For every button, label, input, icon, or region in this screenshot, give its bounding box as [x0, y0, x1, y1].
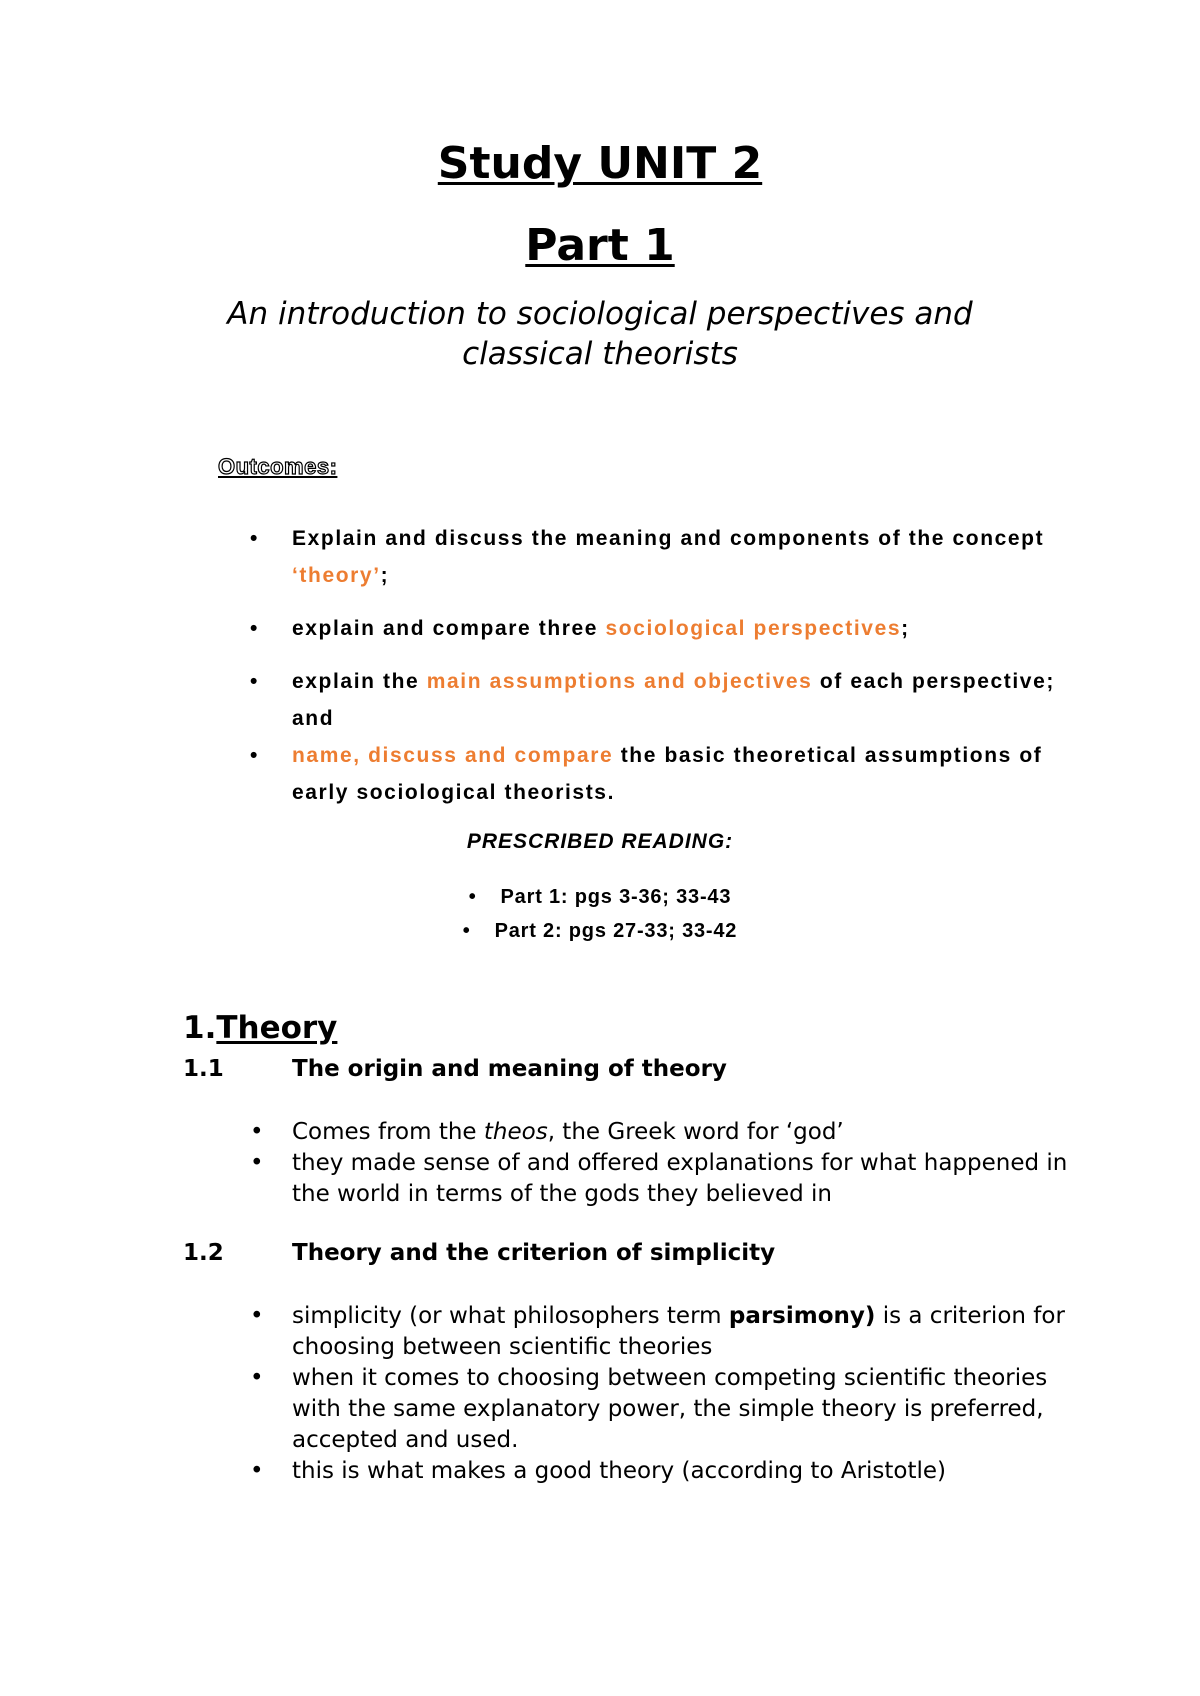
- subsection-heading: [183, 1240, 775, 1266]
- bullet-icon: •: [250, 1119, 264, 1145]
- outcome-text: Explain and discuss the meaning and components of the concept: [292, 527, 1045, 550]
- subtitle-line-1: An introduction to sociological perspectives and: [227, 296, 973, 332]
- list-item: [250, 610, 1090, 647]
- outcome-text: explain the: [292, 670, 427, 693]
- outcome-highlight: name, discuss and compare: [292, 744, 614, 767]
- bullet-icon: •: [250, 744, 258, 767]
- part-title: Part 1: [525, 220, 675, 271]
- list-item: [250, 663, 1090, 737]
- section-number: 1.: [183, 1010, 217, 1046]
- list-item: [250, 1148, 1080, 1210]
- outcome-text: explain and compare three: [292, 617, 606, 640]
- outcome-text-end: the basic theoretical assumptions of early sociological theorists.: [292, 744, 1043, 804]
- document-title: Study UNIT 2: [437, 138, 763, 189]
- list-item: [0, 914, 1200, 948]
- item-text-end: is a criterion for choosing between scientific theories: [292, 1303, 1065, 1360]
- reading-item: Part 1: pgs 3-36; 33-43: [500, 886, 732, 908]
- subsection-list: [250, 1117, 1080, 1210]
- document-subtitle: [150, 294, 1050, 374]
- list-item: [250, 1301, 1080, 1363]
- item-text-end: , the Greek word for ‘god’: [547, 1119, 844, 1145]
- item-text: they made sense of and offered explanations for what happened in the world in terms of the gods they believed in: [292, 1150, 1068, 1207]
- subsection-title: The origin and meaning of theory: [292, 1056, 727, 1082]
- bullet-icon: •: [250, 527, 258, 550]
- reading-item: Part 2: pgs 27-33; 33-42: [494, 920, 738, 942]
- item-text: Comes from the: [292, 1119, 484, 1145]
- subsection-number: 1.1: [183, 1056, 224, 1082]
- item-text: when it comes to choosing between competing scientific theories with the same explanatory power, the simple theory is preferred, accepted and used.: [292, 1365, 1048, 1453]
- list-item: [250, 520, 1090, 594]
- list-item: [250, 1363, 1080, 1456]
- list-item: [0, 880, 1200, 914]
- item-bold: parsimony): [728, 1303, 876, 1329]
- outcome-highlight: sociological perspectives: [605, 617, 902, 640]
- subsection-heading: [183, 1056, 727, 1082]
- subsection-title: Theory and the criterion of simplicity: [292, 1240, 776, 1266]
- bullet-icon: •: [250, 1303, 264, 1329]
- prescribed-reading-list: [0, 880, 1200, 948]
- outcome-highlight: main assumptions and objectives: [426, 670, 813, 693]
- bullet-icon: •: [250, 617, 258, 640]
- bullet-icon: •: [250, 1458, 264, 1484]
- list-item: [250, 1117, 1080, 1148]
- outcomes-heading: Outcomes:: [218, 454, 338, 479]
- outcome-highlight: ‘theory’: [292, 564, 381, 587]
- subsection-number: 1.2: [183, 1240, 224, 1266]
- outcome-text-end: ;: [901, 617, 910, 640]
- outcomes-list: [250, 520, 1090, 811]
- subsection-list: [250, 1301, 1080, 1487]
- bullet-icon: •: [250, 670, 258, 693]
- bullet-icon: •: [250, 1365, 264, 1391]
- bullet-icon: •: [468, 886, 477, 908]
- section-title: Theory: [216, 1010, 338, 1046]
- outcome-text-end: of each perspective; and: [292, 670, 1055, 730]
- list-item: [250, 737, 1090, 811]
- bullet-icon: •: [250, 1150, 264, 1176]
- section-heading: [183, 1010, 337, 1046]
- bullet-icon: •: [462, 920, 471, 942]
- outcome-text-end: ;: [380, 564, 390, 587]
- prescribed-reading-heading: PRESCRIBED READING:: [466, 830, 734, 853]
- item-text: simplicity (or what philosophers term: [292, 1303, 729, 1329]
- list-item: [250, 1456, 1080, 1487]
- subtitle-line-2: classical theorists: [462, 336, 738, 372]
- item-text: this is what makes a good theory (according to Aristotle): [292, 1458, 947, 1484]
- item-italic: theos: [483, 1119, 548, 1145]
